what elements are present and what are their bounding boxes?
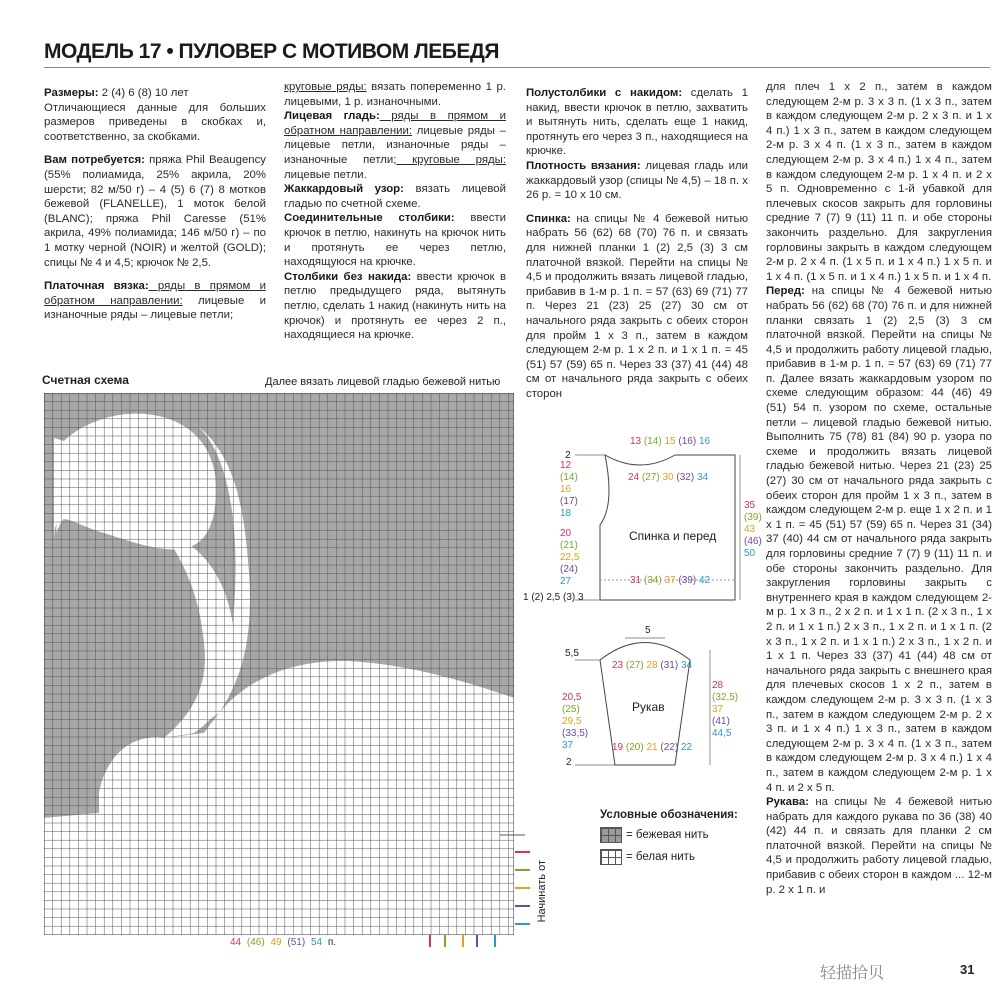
dim-num: (32,5) — [712, 692, 739, 703]
dim-num: 23 — [612, 660, 624, 671]
stitch-count: 44 — [230, 937, 242, 948]
stst-text-2: лицевые петли. — [284, 168, 367, 181]
back-text: на спицы № 4 бежевой нитью набрать 56 (62) 68 (70) 76 п. и связать для нижней планки 1 (2) 2,5 (3) 3 см платочной вязкой. Перейти на спицы № 4,5 и продолжить вязать лицевой гладью, прибавив в 1-м р. 1 п. = 57 (63) 69 (71) 77 п. Через 21 (23) 25 (27) 30 см от начального ряда закрыть с обеих сторон для пройм 1 х 3 п., затем в каждом следующем 2-м р. 1 х 2 п. и 1 х 1 п. = 45 (51) 57 (59) 65 п. Через 33 (37) 41 (44) 48 см от начального ряда закрыть с обеих сторон — [526, 212, 748, 400]
dim-num: 27 — [560, 576, 572, 587]
chart-title: Счетная схема — [42, 373, 129, 387]
dim-num: 22,5 — [560, 552, 580, 563]
sizes-text: 2 (4) 6 (8) 10 лет — [98, 87, 189, 99]
body-length-dims — [744, 500, 762, 560]
body-hem-width — [630, 575, 710, 586]
garter-label: Платочная вязка: — [44, 280, 149, 293]
start-markers — [500, 830, 540, 950]
stitch-count: 49 — [270, 937, 282, 948]
text-column-2 — [284, 80, 506, 343]
dim-num: 37 — [664, 575, 676, 586]
dim-num: 22 — [680, 742, 693, 753]
sleeve-band-dim: 2 — [566, 757, 572, 768]
body-armhole-dims — [560, 460, 578, 520]
stst-label: Лицевая гладь: — [284, 110, 380, 123]
dim-num: 24 — [628, 472, 640, 483]
dim-num: (39) — [678, 575, 697, 586]
dim-num: (20) — [625, 742, 644, 753]
dim-num: 35 — [744, 500, 756, 511]
stst-underline-2: круговые ряды: — [396, 153, 506, 166]
sleeve-length-dims — [712, 680, 738, 740]
text-column-3 — [526, 86, 748, 401]
gauge-text: лицевая гладь или жаккардовый узор (спицы № 4,5) – 18 п. х 26 р. = 10 х 10 см. — [526, 159, 748, 202]
legend-beige-label: = бежевая нить — [626, 829, 709, 841]
stst-text: лицевые ряды – лицевые петли, изнаночные ряды – изнаночные петли; — [284, 124, 506, 166]
sleeve-cuff-width — [612, 742, 692, 753]
dim-num: 12 — [560, 460, 572, 471]
dim-num: 34 — [696, 472, 709, 483]
garter-round-underline: круговые ряды: — [284, 81, 367, 93]
body-band-dims: 1 (2) 2,5 (3) 3 — [523, 592, 584, 603]
legend-white — [600, 849, 738, 865]
slip-stitch-text: ввести крючок в петлю, накинуть на крючок нить и протянуть ее через петлю, находящуюся на крючке. — [284, 212, 507, 269]
materials-text: пряжа Phil Beaugency (55% полиамида, 25% акрила, 20% шерсти; 82 м/50 г) – 4 (5) 6 (7) 8 мотков бежевой (FLANELLE), 1 моток белой (BLANC); пряжа Phil Caresse (51% акрила, 49% полиамида; 146 м/50 г) – по 1 мотку черной (NOIR) и желтой (GOLD); спицы № 4 и 4,5; крючок № 2,5. — [44, 154, 266, 269]
dim-num: 37 — [712, 704, 724, 715]
legend-white-label: = белая нить — [626, 851, 695, 863]
sleeve-side-dims — [562, 692, 588, 752]
dim-num: 28 — [646, 660, 658, 671]
dim-num: 28 — [712, 680, 724, 691]
dim-num: 16 — [560, 484, 572, 495]
dim-num: (16) — [678, 436, 697, 447]
body-label: Спинка и перед — [629, 529, 717, 543]
legend-title: Условные обозначения: — [600, 809, 738, 821]
hdc-text: сделать 1 накид, ввести крючок в петлю, захватить и вытянуть нить, сделать еще 1 накид, протянуть его через 3 п., находящиеся на крючке. — [526, 87, 748, 158]
chart-note: Далее вязать лицевой гладью бежевой нитью — [265, 376, 501, 388]
legend — [600, 809, 738, 865]
dim-num: 34 — [680, 660, 693, 671]
dim-num: (24) — [560, 564, 578, 575]
sleeve-label: Рукав — [632, 700, 665, 714]
dim-num: (14) — [560, 472, 578, 483]
garter-underline: ряды в прямом и обратном направлении: — [44, 280, 266, 307]
stst-underline: ряды в прямом и обратном направлении: — [284, 110, 506, 137]
dim-num: 19 — [612, 742, 624, 753]
dim-num: 30 — [662, 472, 674, 483]
text-column-4 — [766, 80, 992, 897]
dim-num: 42 — [698, 575, 711, 586]
sleeve-label: Рукава: — [766, 796, 809, 809]
garter-round-text: вязать попеременно 1 р. лицевыми, 1 р. изнаночными. — [284, 81, 506, 108]
dim-num: 31 — [630, 575, 642, 586]
dim-num: (21) — [560, 540, 578, 551]
dim-num: (41) — [712, 716, 730, 727]
dim-num: (39) — [744, 512, 762, 523]
jacquard-label: Жаккардовый узор: — [284, 183, 404, 196]
dim-num: (27) — [641, 472, 660, 483]
gauge-label: Плотность вязания: — [526, 159, 641, 172]
front-text: на спицы № 4 бежевой нитью набрать 56 (62) 68 (70) 76 п. и для нижней планки связать 1 (2) 2,5 (3) 3 см платочной вязкой. Перейти на спицы № 4,5 и продолжить работу лицевой гладью, прибавив в 1-м р. 1 п. = 57 (63) 69 (71) 77 п. Далее вязать жаккардовым узором по схеме следующим образом: 44 (46) 49 (51) 54 п. узором по схеме, остальные петли – лицевой гладью бежевой нитью. Выполнить 75 (78) 81 (84) 90 р. узора по схеме и продолжить вязать лицевой гладью бежевой нитью. Через 21 (23) 25 (27) 30 см от начального ряда закрыть с обеих сторон для пройм 1 х 3 п., затем в каждом следующем 2-м р. еще 1 х 2 п. и 1 х 1 п. = 45 (51) 57 (59) 65 п. Через 31 (34) 37 (40) 44 см от начального ряда закрыть для горловины средние 7 (7) 9 (11) 11 п. и обе стороны закончить раздельно. Для закругления горловины закрыть с внутреннего края в каждом следующем 2-м р. 1 х 3 п., 2 х 2 п. и 1 х 1 п. (2 х 3 п., 1 х 2 п. и 1 х 1 п.) 2 х 3 п., 1 х 2 п. и 1 х 1 п. (2 х 3 п., 1 х 2 п. и 1 х 1 п.) 2 х 3 п., 1 х 2 п. и 1 х 1 п. Через 33 (37) 41 (44) 48 см от начального ряда закрыть с внешнего края для плечевых скосов 1 х 2 п., затем в каждом следующем 2-м р. 3 х 3 п. (1 х 3 п., затем в каждом следующем 2-м р. 2 х 3 п. и 1 х 4 п.) 1 х 3 п., затем в каждом следующем 2-м р. 3 х 4 п. (1 х 3 п., затем в каждом следующем 2-м р. 3 х 4 п.) 1 х 4 п., затем в каждом следующем 2-м р. 1 х 4 п. и 2 х 5 п. — [766, 285, 992, 794]
legend-beige — [600, 827, 738, 843]
dim-num: 43 — [744, 524, 756, 535]
dim-num: 21 — [646, 742, 658, 753]
dim-num: (32) — [676, 472, 695, 483]
sleeve-top-dim: 5 — [645, 625, 651, 636]
text-column-1 — [44, 86, 266, 323]
stitch-counts — [230, 937, 339, 948]
slip-stitch-label: Соединительные столбики: — [284, 212, 455, 225]
dim-num: 20 — [560, 528, 572, 539]
page-title: МОДЕЛЬ 17 • ПУЛОВЕР С МОТИВОМ ЛЕБЕДЯ — [44, 40, 499, 63]
single-crochet-label: Столбики без накида: — [284, 270, 412, 283]
dim-num: 18 — [560, 508, 572, 519]
dim-num: 16 — [698, 436, 711, 447]
dim-num: (25) — [562, 704, 580, 715]
sizes-note: Отличающиеся данные для больших размеров приведены в скобках и, соответственно, за скобками. — [44, 101, 266, 143]
jacquard-text: вязать лицевой гладью по счетной схеме. — [284, 183, 506, 210]
garter-text: лицевые и изнаночные ряды – лицевые петли; — [44, 294, 266, 322]
dim-num: 13 — [630, 436, 642, 447]
dim-num: 44,5 — [712, 728, 732, 739]
dim-num: (34) — [643, 575, 662, 586]
hdc-label: Полустолбики с накидом: — [526, 87, 683, 99]
single-crochet-text: ввести крючок в петлю предыдущего ряда, вытянуть петлю, сделать 1 накид (накинуть нить на крючок) и протянуть ее через 2 п., находящиеся на крючке. — [284, 270, 506, 342]
swan-chart-grid — [44, 393, 514, 935]
dim-num: (33,5) — [562, 728, 589, 739]
sleeve-text: на спицы № 4 бежевой нитью набрать для каждого рукава по 36 (38) 40 (42) 44 п. и связать для планки 2 см платочной вязкой. Перейти на спицы № 4,5 и продолжить работу лицевой гладью, прибавив с обеих сторон в каждом ... 12-м р. 2 х 1 п. и — [766, 796, 992, 896]
title-divider — [44, 67, 990, 68]
start-label: Начинать от — [536, 860, 548, 923]
body-top-dim: 2 — [565, 450, 571, 461]
dim-num: 37 — [562, 740, 574, 751]
sizes-label: Размеры: — [44, 87, 99, 99]
sleeve-cap-width — [612, 660, 692, 671]
body-side-dims — [560, 528, 579, 588]
sleeve-cap-dim: 5,5 — [565, 648, 579, 659]
stitch-count: 54 — [310, 937, 323, 948]
dim-num: (46) — [744, 536, 762, 547]
dim-num: 29,5 — [562, 716, 582, 727]
dim-num: 15 — [664, 436, 676, 447]
front-label: Перед: — [766, 285, 805, 298]
column-markers — [425, 933, 505, 949]
materials-label: Вам потребуется: — [44, 154, 145, 167]
dim-num: (27) — [625, 660, 644, 671]
beige-swatch — [600, 827, 622, 843]
page-number: 31 — [960, 962, 975, 977]
body-neck-width — [630, 436, 710, 447]
watermark: 轻描拾贝 — [820, 965, 885, 982]
dim-num: 50 — [744, 548, 756, 559]
white-swatch — [600, 849, 622, 865]
back-label: Спинка: — [526, 212, 571, 225]
stitch-count: п. — [327, 937, 337, 948]
dim-num: (17) — [560, 496, 578, 507]
dim-num: (31) — [660, 660, 679, 671]
dim-num: (22) — [660, 742, 679, 753]
back-cont-text: для плеч 1 х 2 п., затем в каждом следующем 2-м р. 3 х 3 п. (1 х 3 п., затем в каждом следующем 2-м р. 2 х 3 п. и 1 х 4 п.) 1 х 3 п., затем в каждом следующем 2-м р. 3 х 4 п. (1 х 3 п., затем в каждом следующем 2-м р. 3 х 4 п.) 1 х 4 п., затем в каждом следующем 2-м р. 1 х 4 п. и 2 х 5 п. Одновременно с 1-й убавкой для плечевых скосов закрыть для горловины средние 7 (7) 9 (11) 11 п. и обе стороны закончить раздельно. Для закругления горловины закрыть в каждом следующем 2-м р. 2 х 4 п. (1 х 5 п. и 1 х 4 п.) 1 х 5 п. и 1 х 4 п. (1 х 5 п. и 1 х 4 п.) 1 х 5 п. и 1 х 4 п. — [766, 81, 992, 283]
dim-num: (14) — [643, 436, 662, 447]
stitch-count: (46) — [246, 937, 265, 948]
body-chest-width — [628, 472, 708, 483]
stitch-count: (51) — [287, 937, 306, 948]
dim-num: 20,5 — [562, 692, 582, 703]
